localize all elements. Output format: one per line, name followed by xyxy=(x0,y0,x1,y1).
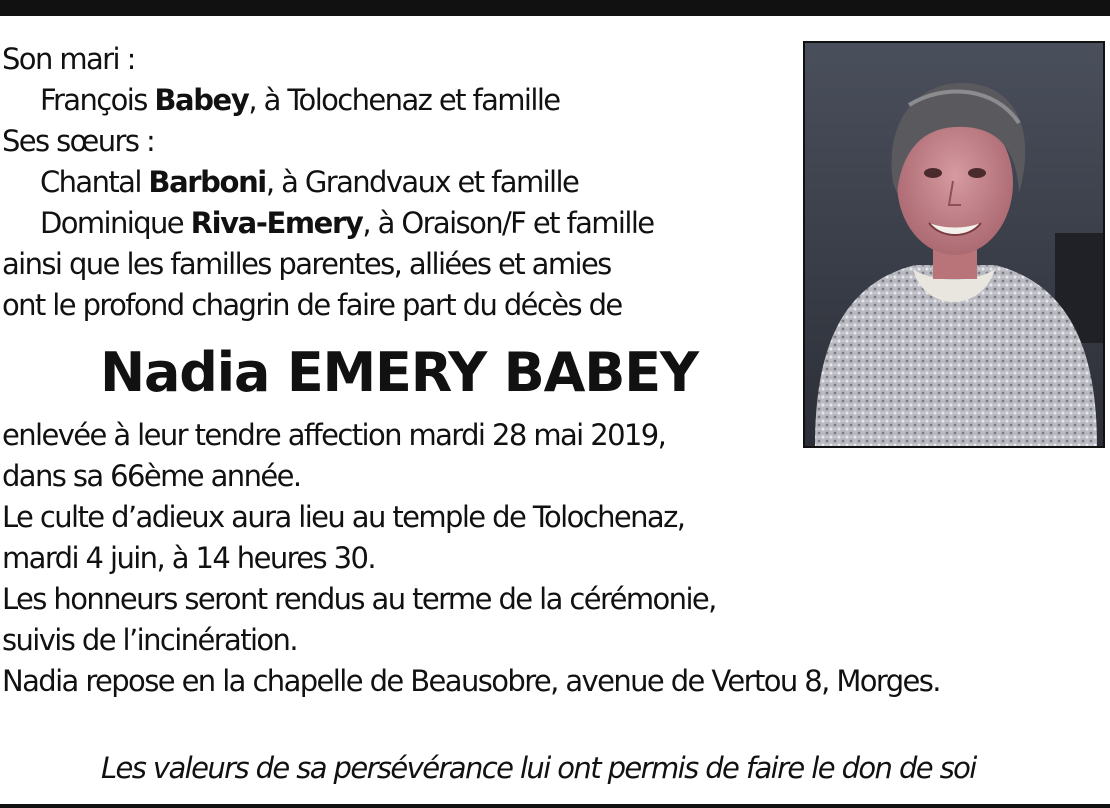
service-details xyxy=(2,415,1102,702)
sister-surname: Riva-Emery xyxy=(190,206,363,240)
detail-line: Nadia repose en la chapelle de Beausobre, avenue de Vertou 8, Morges. xyxy=(2,664,940,698)
detail-line: dans sa 66ème année. xyxy=(2,459,301,493)
detail-line: enlevée à leur tendre affection mardi 28 mai 2019, xyxy=(2,418,666,452)
husband-first-name: François xyxy=(40,83,155,117)
detail-line: suivis de l’incinération. xyxy=(2,623,297,657)
detail-line: Les honneurs seront rendus au terme de la cérémonie, xyxy=(2,582,716,616)
husband-line xyxy=(2,80,792,121)
sister-location: , à Oraison/F et famille xyxy=(362,206,654,240)
husband-surname: Babey xyxy=(154,83,249,117)
sisters-heading: Ses sœurs : xyxy=(2,124,155,158)
portrait-illustration xyxy=(805,43,1103,446)
sister-line xyxy=(2,162,792,203)
deceased-name: Nadia EMERY BABEY xyxy=(100,341,698,404)
detail-line: Le culte d’adieux aura lieu au temple de Tolochenaz, xyxy=(2,500,685,534)
sister-location: , à Grandvaux et famille xyxy=(265,165,579,199)
husband-heading: Son mari : xyxy=(2,42,135,76)
sister-surname: Barboni xyxy=(148,165,266,199)
sister-line xyxy=(2,203,792,244)
sister-first-name: Chantal xyxy=(40,165,149,199)
announce-line: ont le profond chagrin de faire part du décès de xyxy=(2,288,622,322)
portrait-photo xyxy=(803,41,1105,448)
sister-first-name: Dominique xyxy=(40,206,191,240)
motto: Les valeurs de sa persévérance lui ont permis de faire le don de soi xyxy=(101,751,976,785)
husband-location: , à Tolochenaz et famille xyxy=(248,83,560,117)
top-rule xyxy=(0,0,1110,16)
family-list xyxy=(2,39,792,326)
bottom-rule xyxy=(0,804,1110,808)
relatives-line: ainsi que les familles parentes, alliées et amies xyxy=(2,247,611,281)
detail-line: mardi 4 juin, à 14 heures 30. xyxy=(2,541,375,575)
